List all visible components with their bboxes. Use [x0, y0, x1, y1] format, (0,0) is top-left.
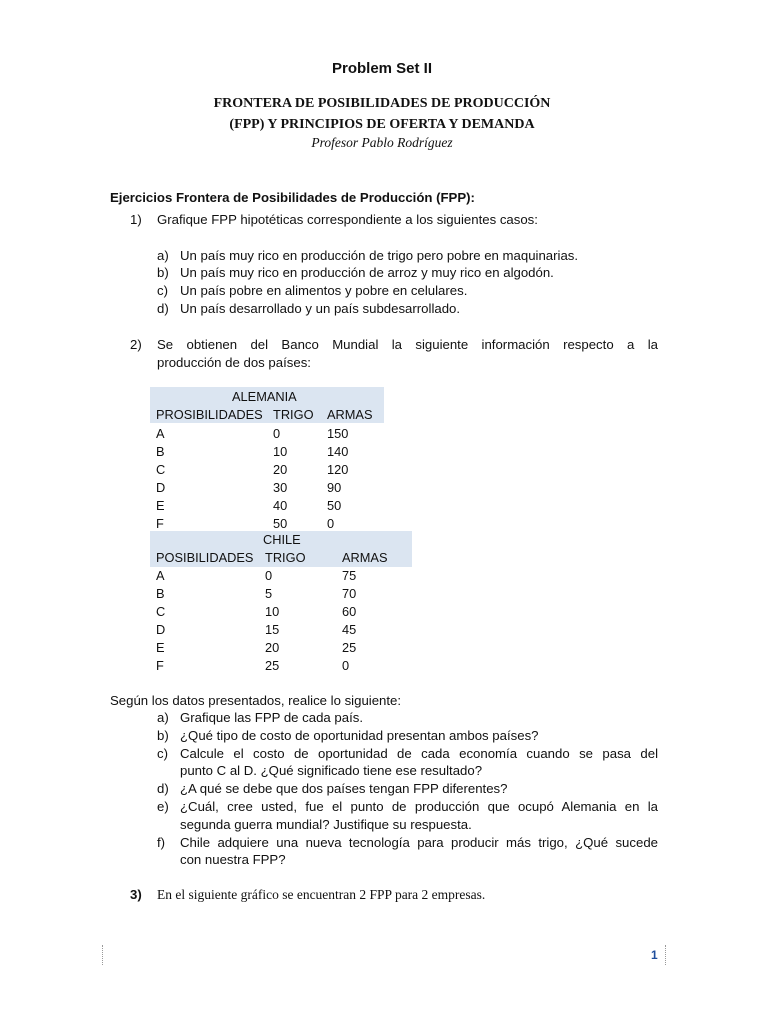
page-number: 1 [651, 948, 658, 962]
chile-row-cell: C [156, 603, 166, 619]
q1-text: Grafique FPP hipotéticas correspondiente a los siguientes casos: [157, 212, 538, 227]
chile-row-cell: 60 [342, 603, 357, 619]
alemania-row-cell: 140 [327, 443, 349, 459]
q1-item-a: Un país muy rico en producción de trigo pero pobre en maquinarias. [180, 248, 579, 263]
professor-name: Profesor Pablo Rodríguez [311, 135, 453, 150]
q3-text: En el siguiente gráfico se encuentran 2 FPP para 2 empresas. [157, 887, 486, 902]
alemania-caption: ALEMANIA [232, 389, 297, 404]
alemania-row-cell: 0 [273, 426, 281, 441]
alemania-row-cell: 50 [273, 515, 288, 531]
instr-a-letter: a) [157, 710, 169, 725]
title-line-1: FRONTERA DE POSIBILIDADES DE PRODUCCIÓN [213, 96, 551, 111]
q2-text-line-1: Se obtienen del Banco Mundial la siguiente información respecto a la [157, 337, 658, 352]
chile-row-cell: B [156, 585, 165, 601]
instr-a: Grafique las FPP de cada país. [180, 710, 364, 725]
q2-number: 2) [130, 337, 142, 352]
chile-row-cell: A [156, 568, 165, 583]
q1-item-c-letter: c) [157, 283, 168, 298]
alemania-col-possibilities: PROSIBILIDADES [156, 407, 263, 422]
alemania-row-cell: D [156, 479, 166, 495]
instr-c-line-2: punto C al D. ¿Qué significado tiene ese resultado? [180, 763, 483, 778]
alemania-row-cell: E [156, 497, 165, 513]
section-heading: Ejercicios Frontera de Posibilidades de Producción (FPP): [110, 190, 475, 205]
instr-f-line-1: Chile adquiere una nueva tecnología para producir más trigo, ¿Qué sucede [180, 835, 658, 850]
footer-right-marker [665, 945, 666, 965]
chile-row-cell: 25 [265, 657, 280, 673]
instr-f-line-2: con nuestra FPP? [180, 852, 286, 867]
q2-text-line-2: producción de dos países: [157, 355, 311, 370]
chile-row-cell: 5 [265, 585, 273, 601]
alemania-col-armas: ARMAS [327, 407, 373, 422]
chile-row-cell: F [156, 657, 164, 673]
instructions-intro: Según los datos presentados, realice lo siguiente: [110, 693, 402, 708]
alemania-row-cell: 50 [327, 497, 342, 513]
alemania-row-cell: 90 [327, 479, 342, 495]
doc-title: Problem Set II [331, 60, 433, 77]
q1-item-a-letter: a) [157, 248, 169, 263]
instr-d: ¿A qué se debe que dos países tengan FPP diferentes? [180, 781, 508, 796]
footer-left-marker [102, 945, 103, 965]
alemania-row-cell: 10 [273, 443, 288, 459]
chile-row-cell: 75 [342, 568, 357, 583]
alemania-col-trigo: TRIGO [273, 407, 314, 422]
chile-col-trigo: TRIGO [265, 550, 306, 565]
alemania-row-cell: 120 [327, 461, 349, 477]
alemania-row-cell: C [156, 461, 166, 477]
alemania-row-cell: 0 [327, 515, 335, 531]
title-line-2: (FPP) Y PRINCIPIOS DE OFERTA Y DEMANDA [229, 117, 535, 132]
alemania-row-cell: 150 [327, 426, 349, 441]
chile-row-cell: 10 [265, 603, 280, 619]
chile-col-possibilities: POSIBILIDADES [156, 550, 254, 565]
instr-f-letter: f) [157, 835, 166, 850]
chile-row-cell: D [156, 621, 166, 637]
instr-b-letter: b) [157, 728, 169, 743]
q3-number: 3) [130, 887, 142, 902]
alemania-row-cell: 40 [273, 497, 288, 513]
alemania-row-cell: F [156, 515, 164, 531]
instr-c-line-1: Calcule el costo de oportunidad de cada economía cuando se pasa del [180, 746, 658, 761]
instr-d-letter: d) [157, 781, 169, 796]
chile-row-cell: 25 [342, 639, 357, 655]
instr-c-letter: c) [157, 746, 168, 761]
chile-col-armas: ARMAS [342, 550, 388, 565]
alemania-row-cell: 30 [273, 479, 288, 495]
q1-item-d: Un país desarrollado y un país subdesarrollado. [180, 301, 461, 316]
q1-item-b: Un país muy rico en producción de arroz y muy rico en algodón. [180, 265, 554, 280]
chile-row-cell: 70 [342, 585, 357, 601]
instr-e-line-1: ¿Cuál, cree usted, fue el punto de producción que ocupó Alemania en la [180, 799, 658, 814]
chile-row-cell: 15 [265, 621, 280, 637]
alemania-row-cell: B [156, 443, 165, 459]
alemania-row-cell: A [156, 426, 165, 441]
instr-e-line-2: segunda guerra mundial? Justifique su respuesta. [180, 817, 472, 832]
q1-item-d-letter: d) [157, 301, 169, 316]
q1-item-b-letter: b) [157, 265, 169, 280]
chile-row-cell: 0 [342, 657, 350, 673]
instr-b: ¿Qué tipo de costo de oportunidad presentan ambos países? [180, 728, 539, 743]
alemania-row-cell: 20 [273, 461, 288, 477]
chile-row-cell: E [156, 639, 165, 655]
instr-e-letter: e) [157, 799, 169, 814]
chile-row-cell: 20 [265, 639, 280, 655]
q1-number: 1) [130, 212, 142, 227]
chile-row-cell: 45 [342, 621, 357, 637]
chile-row-cell: 0 [265, 568, 273, 583]
chile-caption: CHILE [263, 532, 301, 547]
q1-item-c: Un país pobre en alimentos y pobre en celulares. [180, 283, 468, 298]
